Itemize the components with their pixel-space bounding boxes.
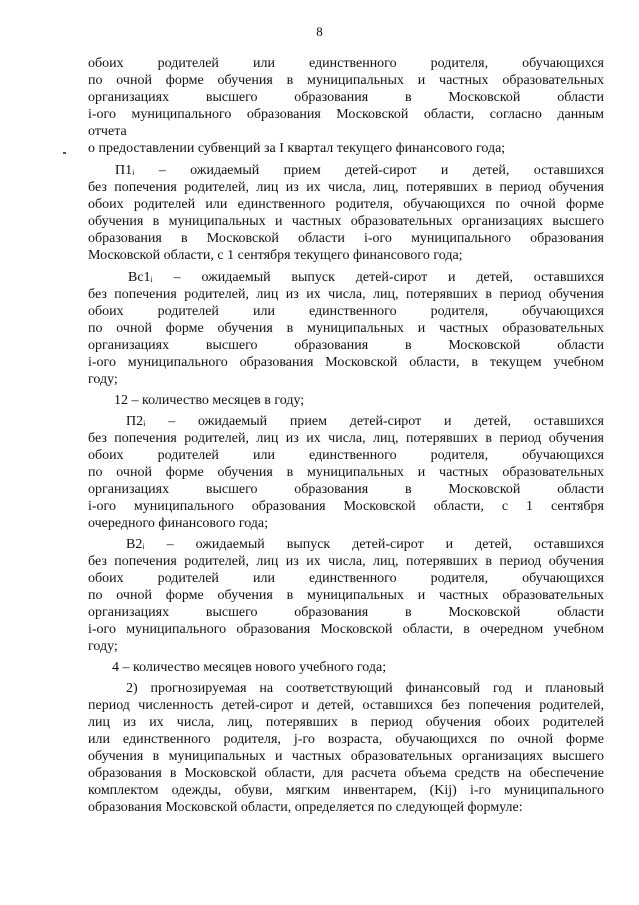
text-line: i-ого муниципального образования Московской области, в очередном учебном <box>88 622 604 637</box>
text-line: период численность детей-сирот и детей, оставшихся без попечения родителей, <box>88 698 604 713</box>
text-line: i-ого муниципального образования Московской области, в текущем учебном <box>88 355 604 370</box>
text-line: по очной форме обучения в муниципальных и частных образовательных <box>88 588 604 603</box>
text-line: или единственного родителя, j-го возраста, обучающихся по очной форме <box>88 732 604 747</box>
text-line: обучения в муниципальных и частных образовательных организациях высшего <box>88 749 604 764</box>
text-line: очередного финансового года; <box>88 516 269 531</box>
text-line: без попечения родителей, лиц из их числа, лиц, потерявших в период обучения <box>88 180 604 195</box>
text-line: В2ᵢ – ожидаемый выпуск детей-сирот и детей, оставшихся <box>126 537 604 552</box>
text-line: 2) прогнозируемая на соответствующий финансовый год и плановый <box>126 681 604 696</box>
text-line: обоих родителей или единственного родителя, обучающихся <box>88 304 604 319</box>
text-line: без попечения родителей, лиц из их числа, лиц, потерявших в период обучения <box>88 287 604 302</box>
text-line: обоих родителей или единственного родителя, обучающихся <box>88 571 604 586</box>
margin-mark <box>63 152 66 154</box>
text-line: i-ого муниципального образования Московской области, согласно данным <box>88 107 604 122</box>
text-line: без попечения родителей, лиц из их числа, лиц, потерявших в период обучения <box>88 431 604 446</box>
text-line: комплектом одежды, обуви, мягким инвентарем, (Kij) i-го муниципального <box>88 783 604 798</box>
text-line: Московской области, с 1 сентября текущего финансового года; <box>88 248 463 263</box>
text-line: П2ᵢ – ожидаемый прием детей-сирот и детей, оставшихся <box>126 414 604 429</box>
text-line: i-ого муниципального образования Московской области, с 1 сентября <box>88 499 604 514</box>
text-line: П1ᵢ – ожидаемый прием детей-сирот и детей, оставшихся <box>115 163 604 178</box>
text-line: организациях высшего образования в Московской области <box>88 482 604 497</box>
text-line: 12 – количество месяцев в году; <box>114 393 305 408</box>
text-line: организациях высшего образования в Московской области <box>88 605 604 620</box>
text-line: без попечения родителей, лиц из их числа, лиц, потерявших в период обучения <box>88 554 604 569</box>
text-line: о предоставлении субвенций за I квартал текущего финансового года; <box>88 141 506 156</box>
text-line: образования в Московской области i-ого муниципального образования <box>88 231 604 246</box>
text-line: обоих родителей или единственного родителя, обучающихся <box>88 56 604 71</box>
text-line: по очной форме обучения в муниципальных и частных образовательных <box>88 73 604 88</box>
text-line: обоих родителей или единственного родителя, обучающихся по очной форме <box>88 197 604 212</box>
text-line: Вс1ᵢ – ожидаемый выпуск детей-сирот и детей, оставшихся <box>128 270 604 285</box>
text-line: отчета <box>88 124 127 139</box>
text-line: по очной форме обучения в муниципальных и частных образовательных <box>88 465 604 480</box>
text-line: по очной форме обучения в муниципальных и частных образовательных <box>88 321 604 336</box>
text-line: образования в Московской области, для расчета объема средств на обеспечение <box>88 766 604 781</box>
text-line: году; <box>88 372 118 387</box>
text-line: обучения в муниципальных и частных образовательных организациях высшего <box>88 214 604 229</box>
text-line: 4 – количество месяцев нового учебного года; <box>112 660 387 675</box>
text-line: организациях высшего образования в Московской области <box>88 90 604 105</box>
text-line: обоих родителей или единственного родителя, обучающихся <box>88 448 604 463</box>
text-line: году; <box>88 639 118 654</box>
text-line: лиц из их числа, лиц, потерявших в период обучения обоих родителей <box>88 715 604 730</box>
page-number: 8 <box>316 24 323 39</box>
text-line: организациях высшего образования в Московской области <box>88 338 604 353</box>
text-line: образования Московской области, определяется по следующей формуле: <box>88 800 523 815</box>
